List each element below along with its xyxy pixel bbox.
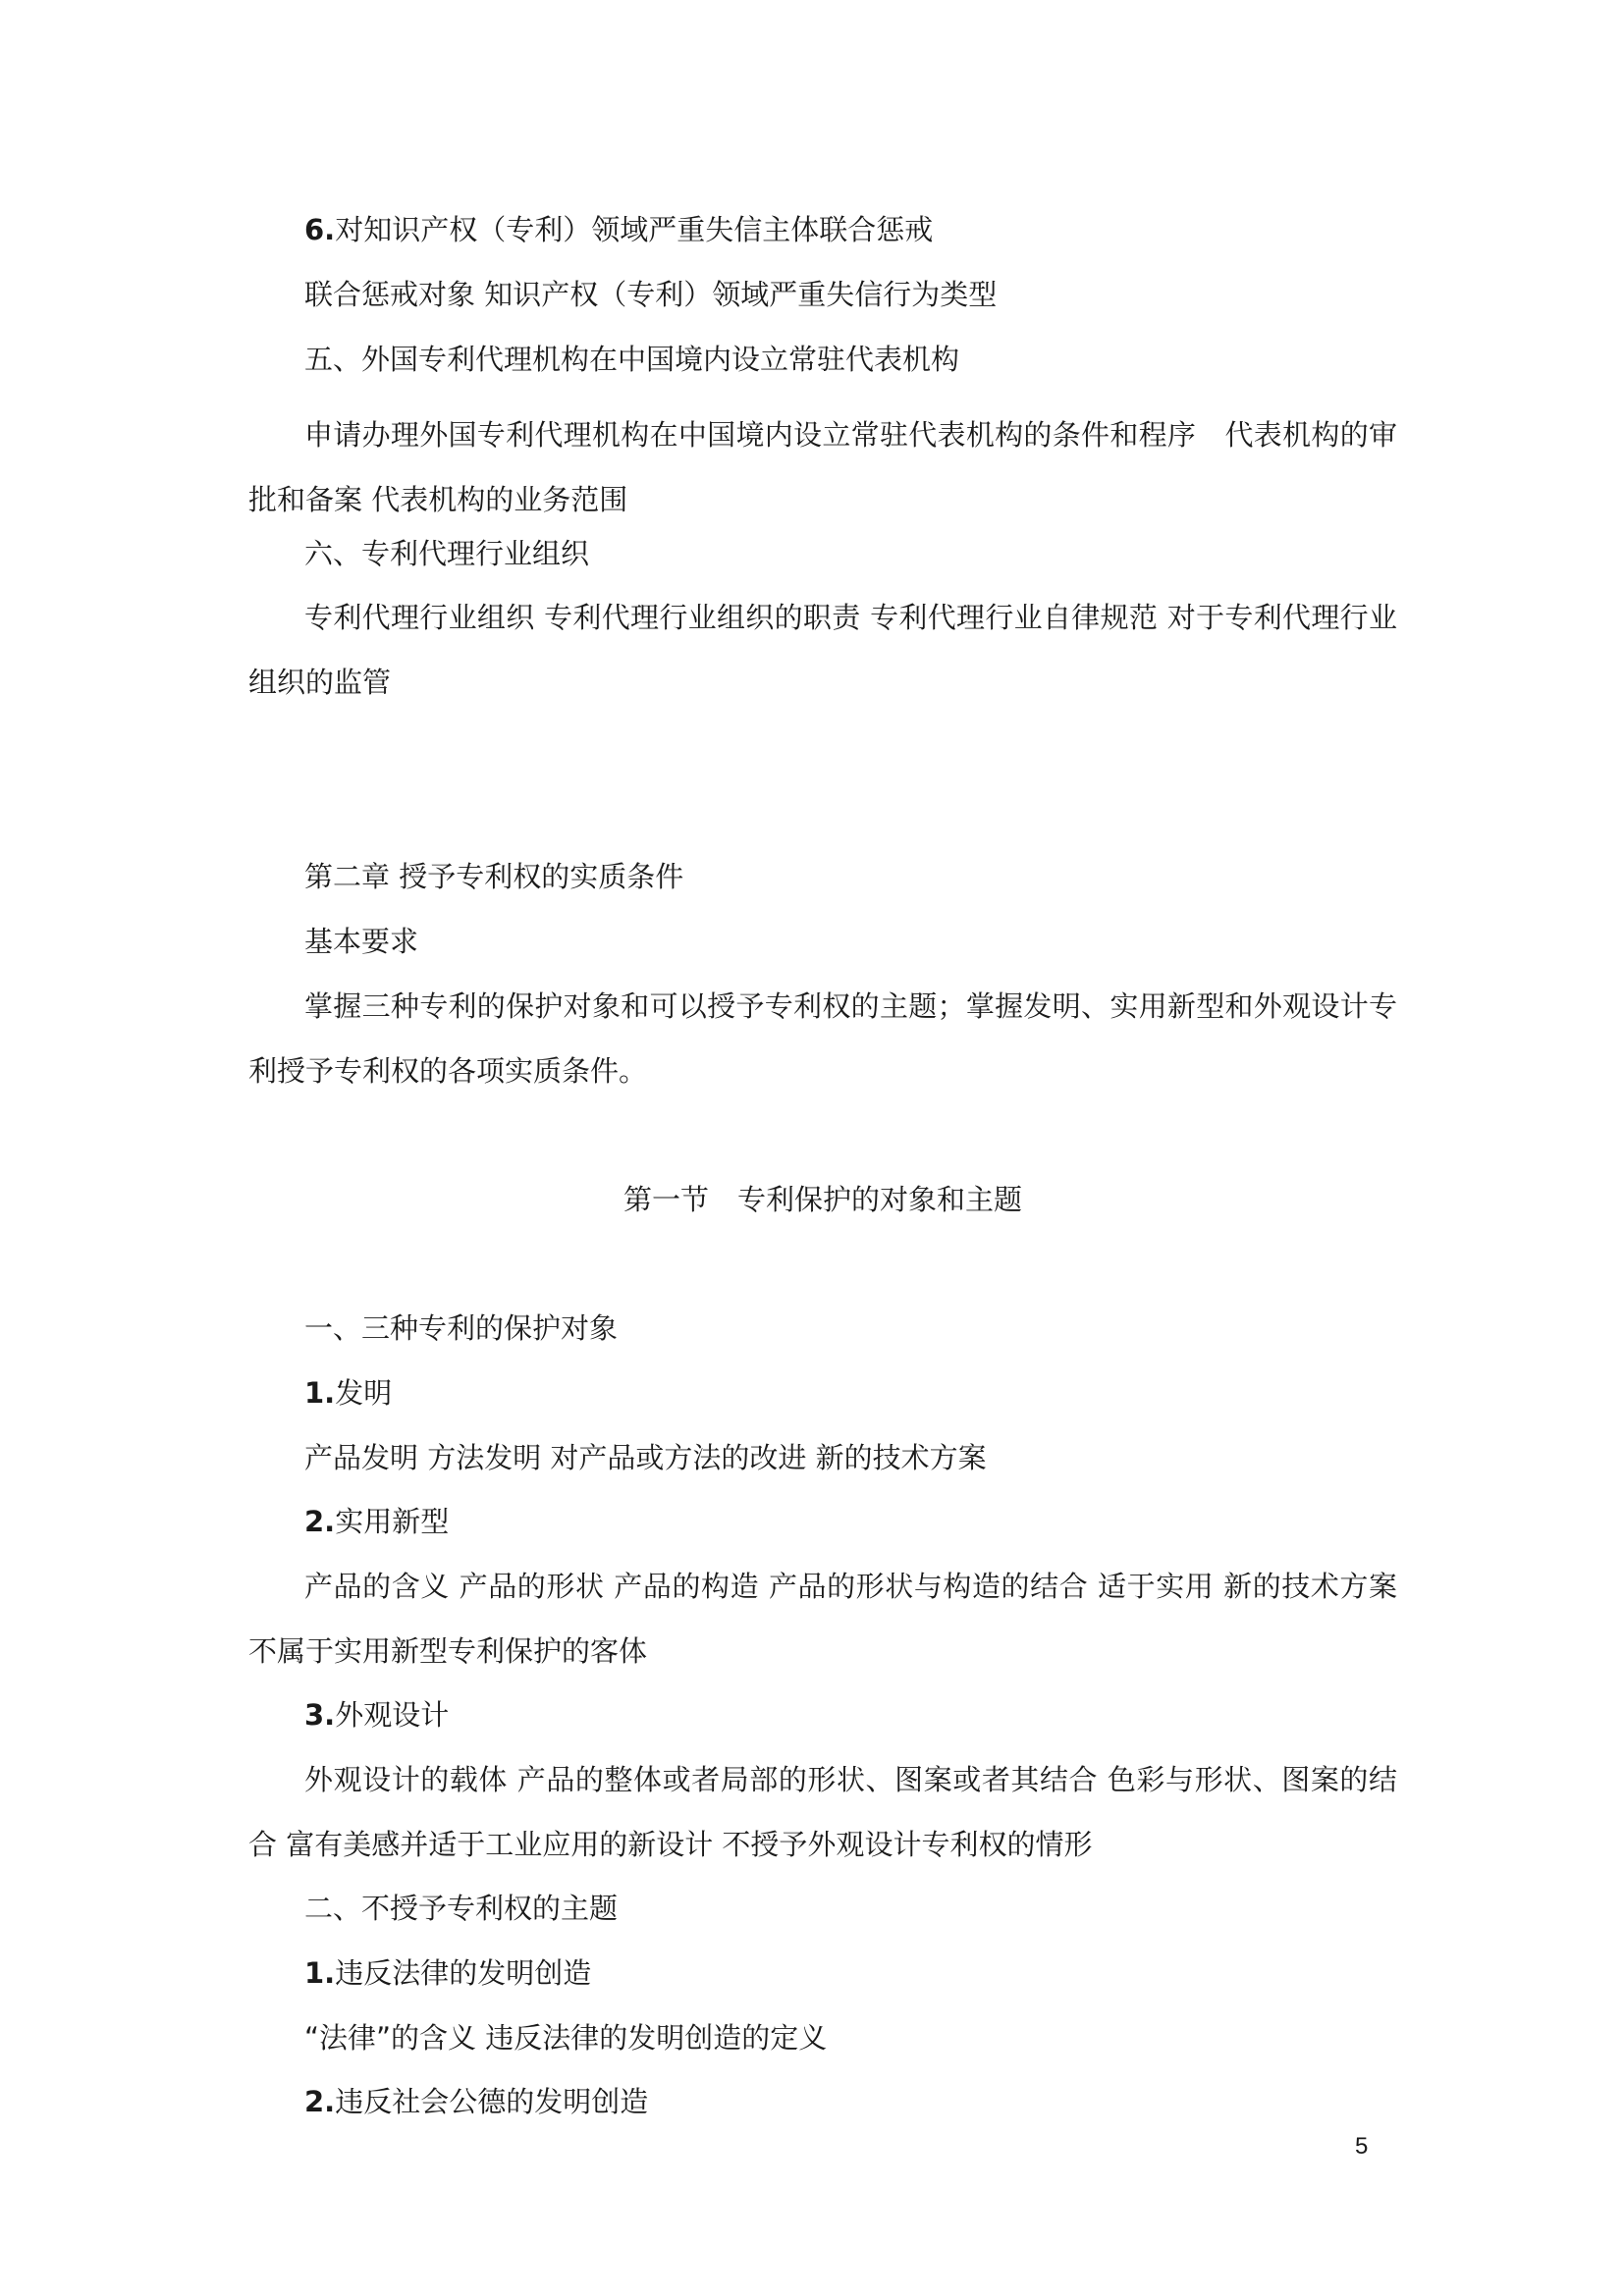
item-2-heading	[304, 1502, 1453, 1541]
chapter-heading: 第二章 授予专利权的实质条件	[304, 860, 684, 893]
basic-requirements-heading: 基本要求	[304, 925, 419, 958]
keywords-paragraph: 外观设计的载体 产品的整体或者局部的形状、图案或者其结合 色彩与形状、图案的结合 富有美感并适于工业应用的新设计 不授予外观设计专利权的情形	[248, 1763, 1397, 1861]
item-2-heading	[304, 2082, 1453, 2121]
keywords-line: 联合惩戒对象 知识产权（专利）领域严重失信行为类型	[304, 278, 998, 311]
requirements-paragraph: 掌握三种专利的保护对象和可以授予专利权的主题；掌握发明、实用新型和外观设计专利授予专利权的各项实质条件。	[248, 989, 1397, 1088]
item-number: 1.	[304, 1956, 336, 1990]
item-number: 1.	[304, 1376, 336, 1410]
keywords-paragraph: 申请办理外国专利代理机构在中国境内设立常驻代表机构的条件和程序 代表机构的审批和备案 代表机构的业务范围	[248, 418, 1397, 516]
item-title: 违反法律的发明创造	[335, 1956, 592, 1990]
keywords-paragraph: 专利代理行业组织 专利代理行业组织的职责 专利代理行业自律规范 对于专利代理行业组织的监管	[248, 601, 1397, 699]
item-1-heading	[304, 1373, 1453, 1413]
keywords-line: “法律”的含义 违反法律的发明创造的定义	[304, 2021, 828, 2055]
subsection-heading: 二、不授予专利权的主题	[304, 1892, 619, 1925]
item-number: 6.	[304, 213, 336, 246]
keywords-line: 产品发明 方法发明 对产品或方法的改进 新的技术方案	[304, 1441, 987, 1474]
section-5-heading: 五、外国专利代理机构在中国境内设立常驻代表机构	[304, 343, 960, 376]
item-title: 实用新型	[335, 1505, 450, 1538]
keywords-paragraph: 产品的含义 产品的形状 产品的构造 产品的形状与构造的结合 适于实用 新的技术方案 不属于实用新型专利保护的客体	[248, 1570, 1397, 1668]
item-number: 2.	[304, 2085, 336, 2118]
item-number: 3.	[304, 1698, 336, 1732]
item-number: 2.	[304, 1505, 336, 1538]
subsection-heading: 一、三种专利的保护对象	[304, 1311, 619, 1345]
section-6-heading: 六、专利代理行业组织	[304, 537, 590, 570]
item-title: 对知识产权（专利）领域严重失信主体联合惩戒	[335, 213, 934, 246]
item-title: 外观设计	[335, 1698, 450, 1732]
item-3-heading	[304, 1695, 1453, 1735]
item-1-heading	[304, 1953, 1453, 1993]
item-title: 发明	[335, 1376, 393, 1410]
page-number: 5	[1355, 2133, 1369, 2160]
item-6-heading	[304, 210, 1453, 249]
section-title: 第一节 专利保护的对象和主题	[623, 1183, 1022, 1216]
item-title: 违反社会公德的发明创造	[335, 2085, 649, 2118]
